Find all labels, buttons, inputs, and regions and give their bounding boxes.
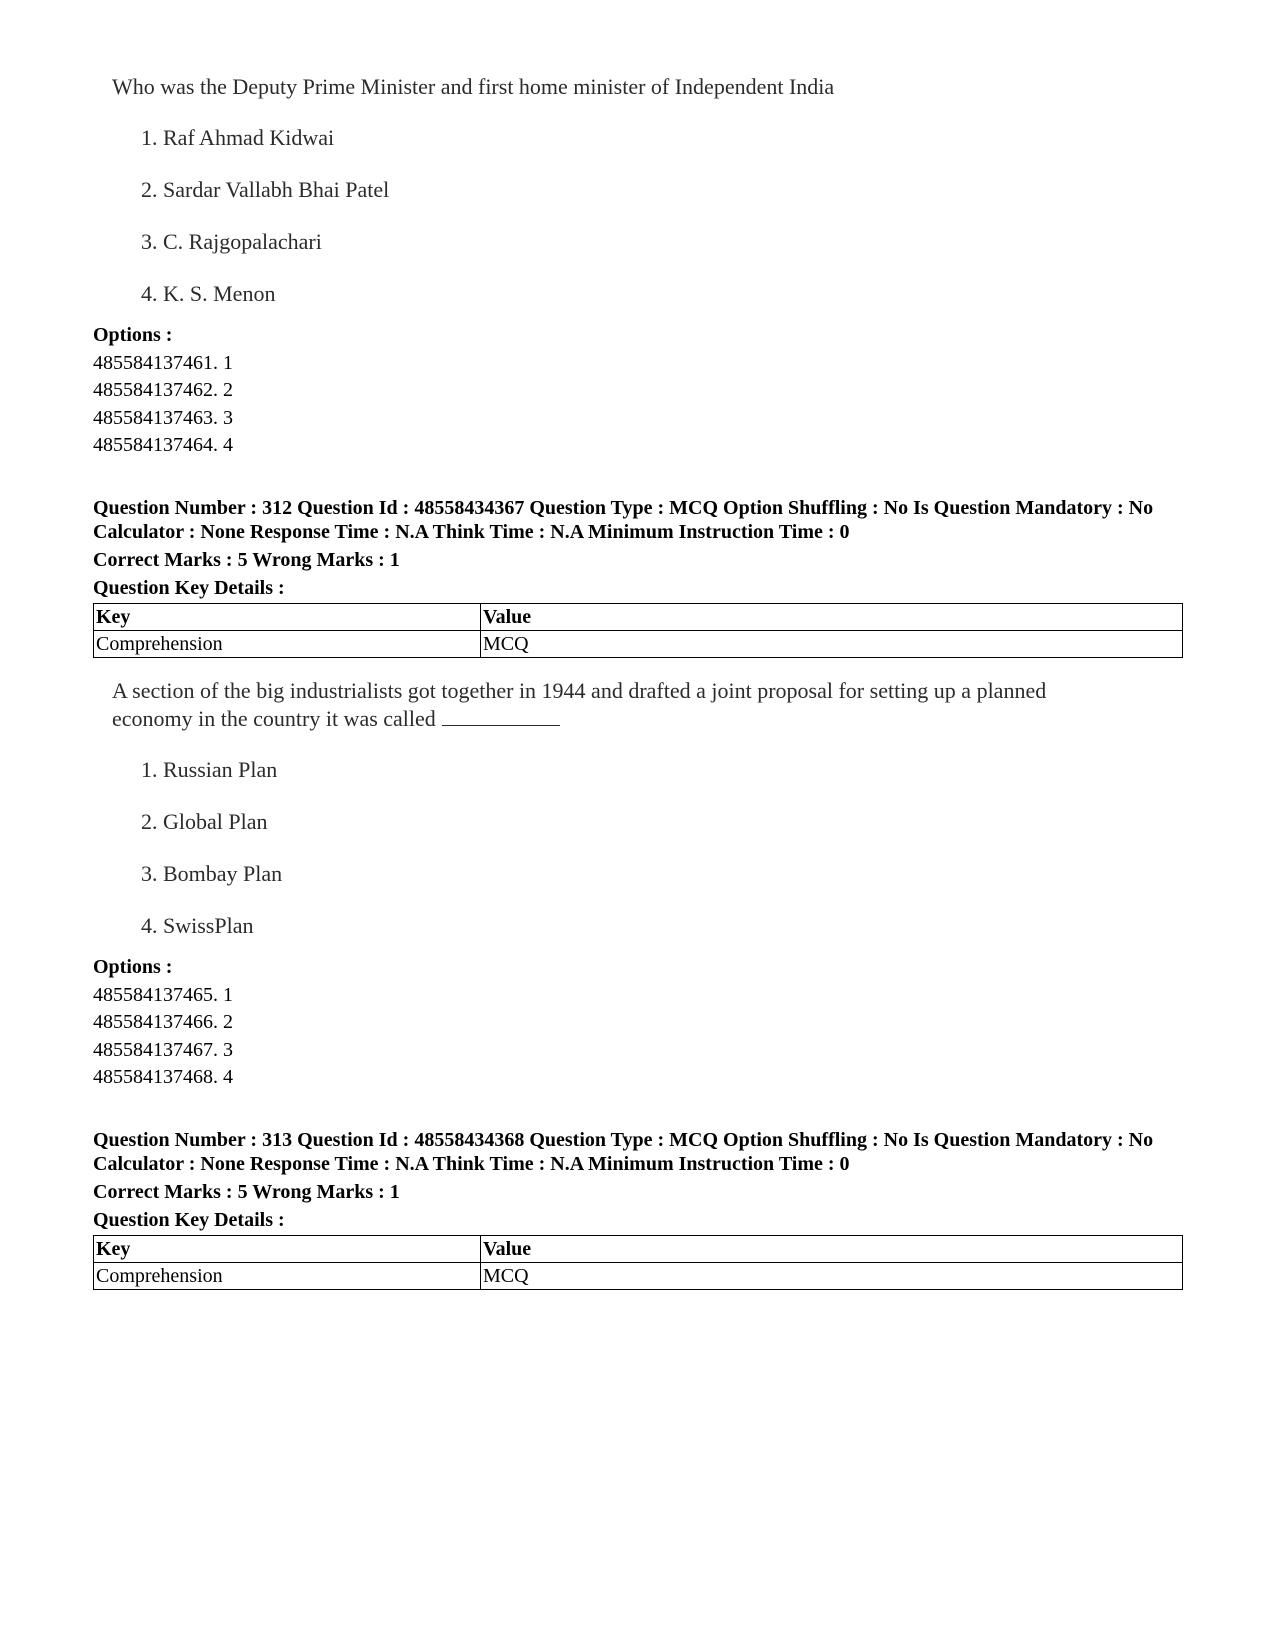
key-table-header-key: Key [94,1236,481,1263]
question-meta: Question Number : 312 Question Id : 48558434367 Question Type : MCQ Option Shuffling : No Is Question Mandatory : No Calculator : None Response Time : N.A Think Time : N.A Minimum Instruction Time : 0 [93,497,1154,543]
marks-line: Correct Marks : 5 Wrong Marks : 1 [93,549,400,571]
question-stem [112,677,1102,733]
option-id: 485584137461. 1 [93,352,233,374]
key-table-row [94,1263,1183,1290]
key-table-row [94,631,1183,658]
option-id: 485584137467. 3 [93,1039,233,1061]
key-table [93,603,1183,658]
key-table-cell-key: Comprehension [94,1263,481,1290]
option-id: 485584137466. 2 [93,1011,233,1033]
key-table-cell-key: Comprehension [94,631,481,658]
option-id: 485584137468. 4 [93,1066,233,1088]
question-choice: 3. Bombay Plan [141,861,283,886]
option-id: 485584137462. 2 [93,379,233,401]
key-table-cell-value: MCQ [481,631,1183,658]
question-stem: Who was the Deputy Prime Minister and first home minister of Independent India [112,74,835,99]
question-choice: 1. Russian Plan [141,757,278,782]
option-id: 485584137463. 3 [93,407,233,429]
key-table-header-value: Value [481,1236,1183,1263]
option-id: 485584137464. 4 [93,434,233,456]
marks-line: Correct Marks : 5 Wrong Marks : 1 [93,1181,400,1203]
question-choice: 1. Raf Ahmad Kidwai [141,125,335,150]
key-table-header-row [94,604,1183,631]
question-choice: 3. C. Rajgopalachari [141,229,322,254]
question-stem-text: A section of the big industrialists got together in 1944 and drafted a joint proposal for setting up a planned economy in the country it was called [112,678,1047,731]
option-id: 485584137465. 1 [93,984,233,1006]
options-label: Options : [93,324,173,346]
key-table-header-row [94,1236,1183,1263]
options-label: Options : [93,956,173,978]
key-table-header-key: Key [94,604,481,631]
question-choice: 2. Sardar Vallabh Bhai Patel [141,177,390,202]
answer-blank [442,707,560,726]
question-choice: 4. K. S. Menon [141,281,276,306]
question-choice: 2. Global Plan [141,809,268,834]
key-details-label: Question Key Details : [93,1209,285,1231]
question-choice: 4. SwissPlan [141,913,254,938]
key-details-label: Question Key Details : [93,577,285,599]
key-table-header-value: Value [481,604,1183,631]
key-table [93,1235,1183,1290]
key-table-cell-value: MCQ [481,1263,1183,1290]
question-meta: Question Number : 313 Question Id : 48558434368 Question Type : MCQ Option Shuffling : No Is Question Mandatory : No Calculator : None Response Time : N.A Think Time : N.A Minimum Instruction Time : 0 [93,1129,1154,1175]
